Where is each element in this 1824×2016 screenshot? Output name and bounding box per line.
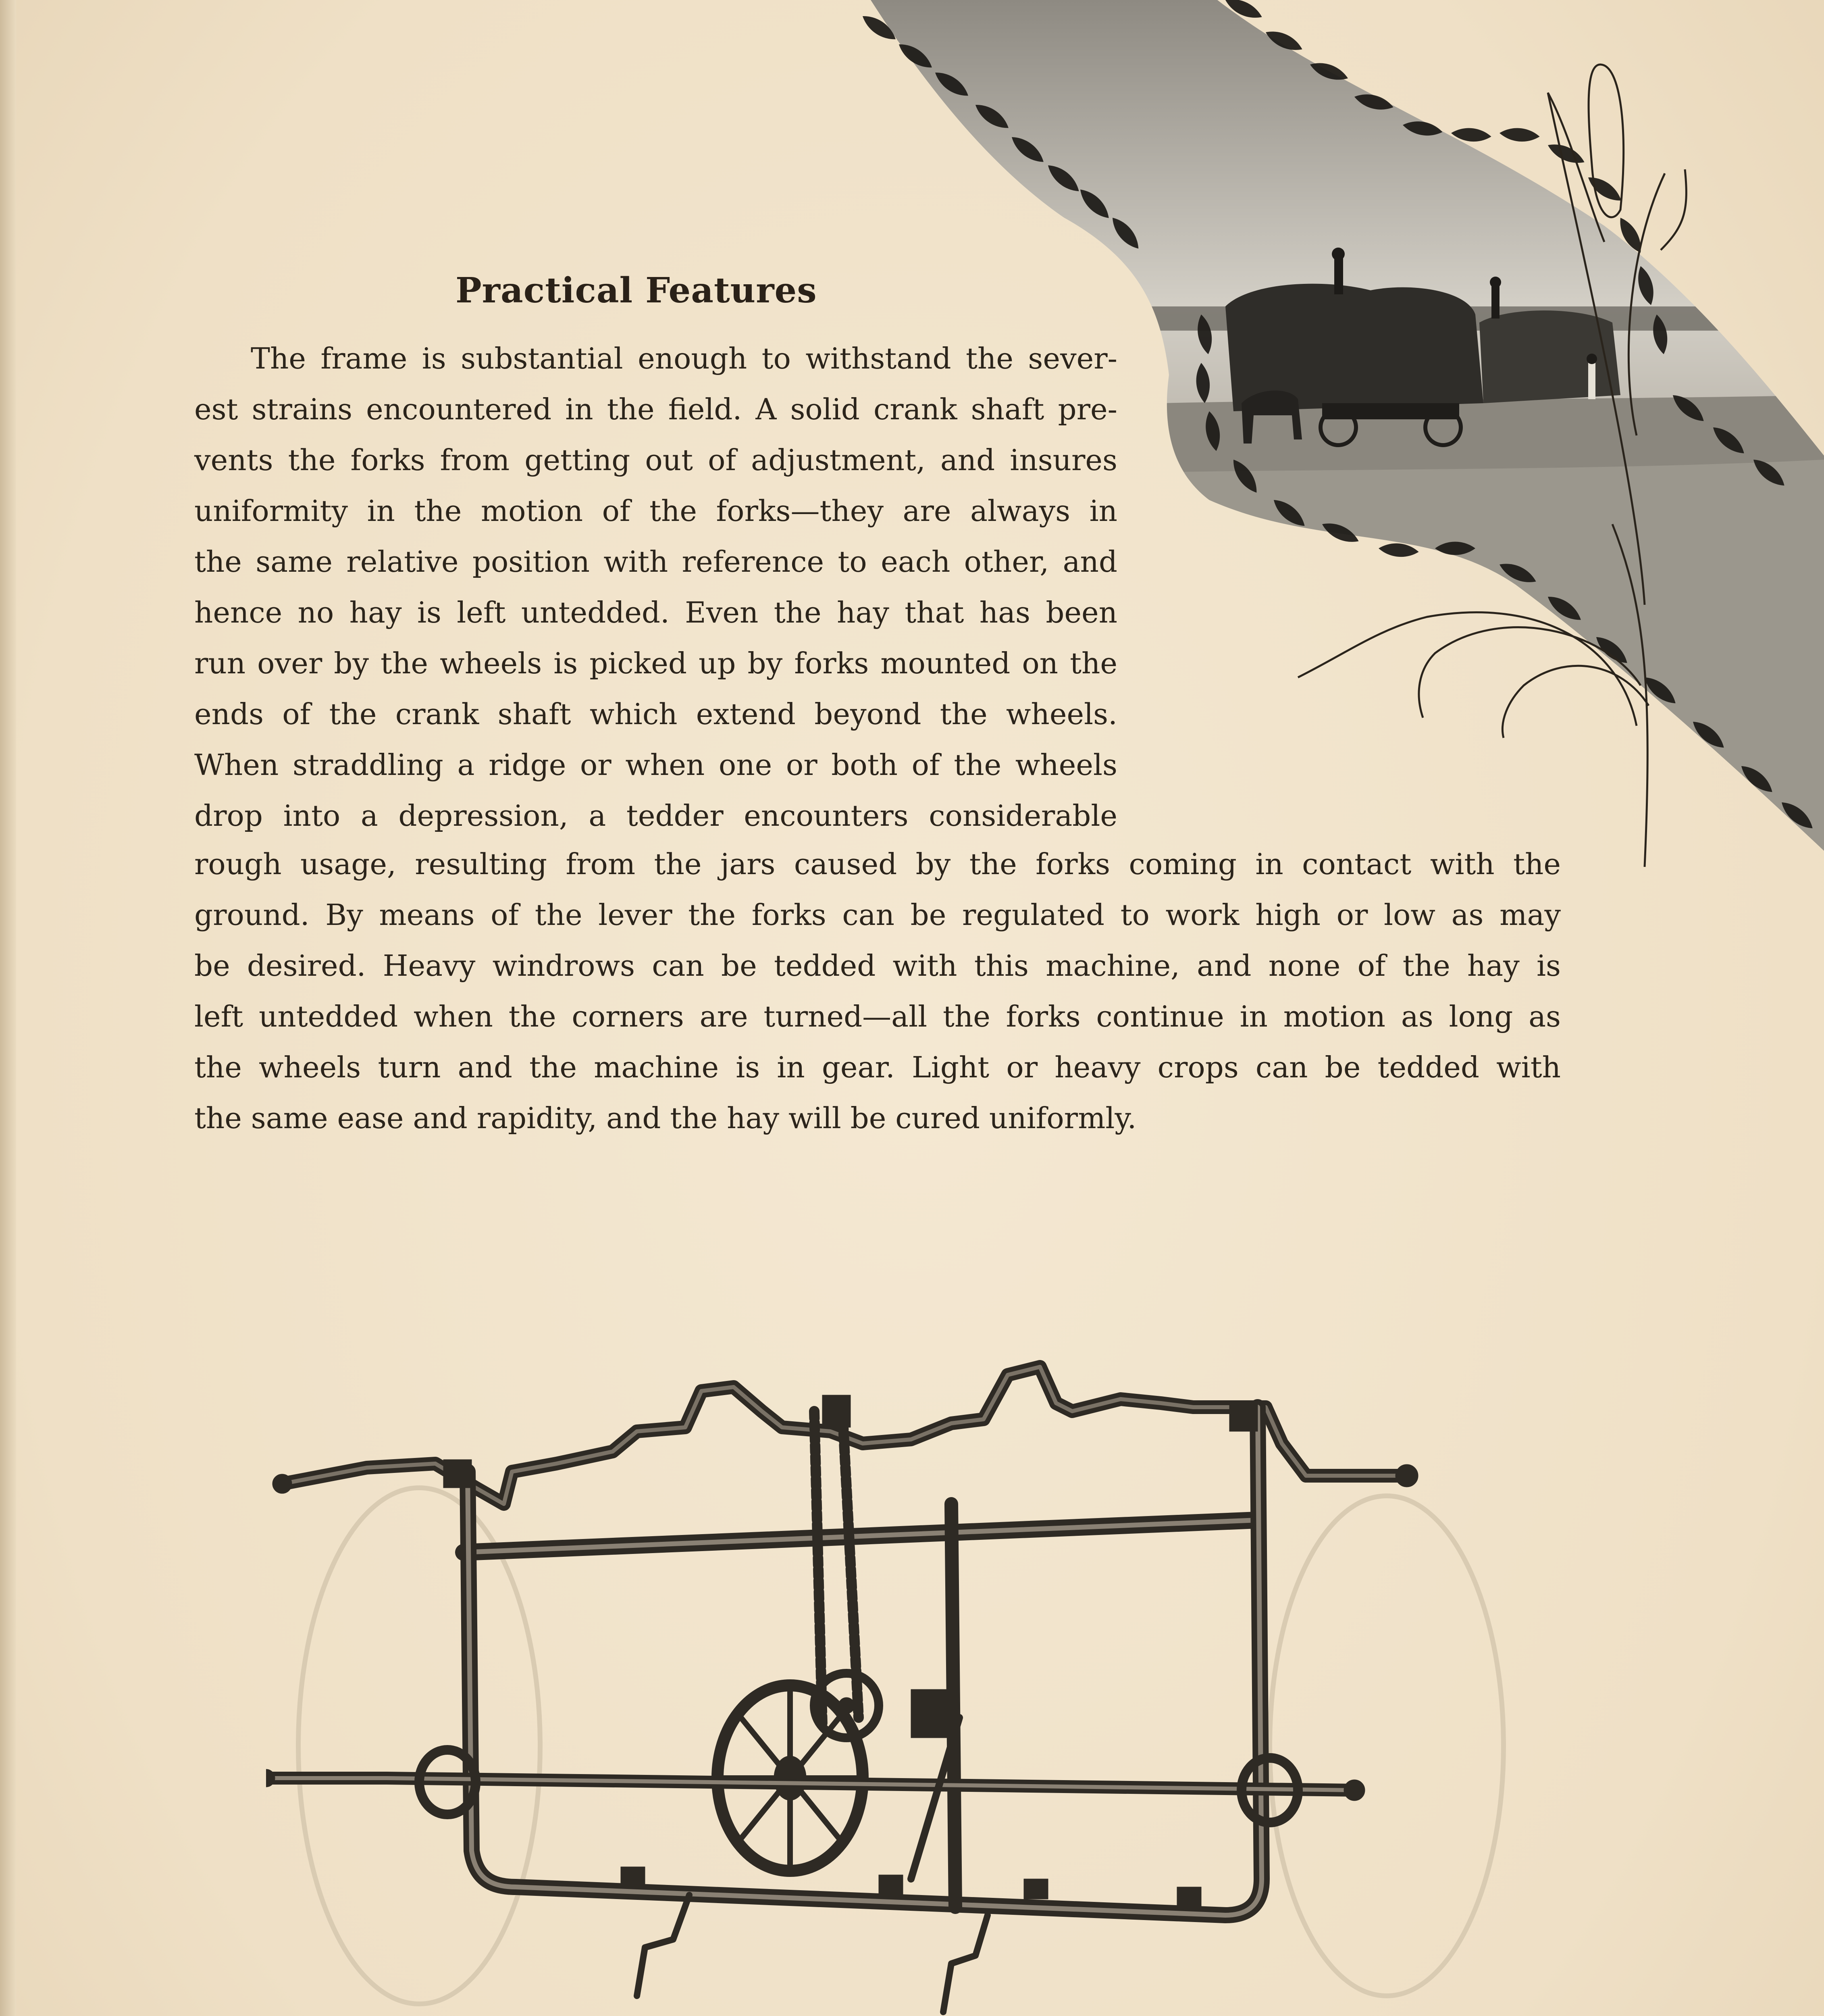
text-line: uniformity in the motion of the forks—they are always in [194,494,1117,528]
text-line: ground. By means of the lever the forks can be regulated to work high or low as may [194,898,1561,932]
text-line: be desired. Heavy windrows can be tedded with this machine, and none of the hay is [194,949,1561,983]
text-line: ends of the crank shaft which extend beyond the wheels. [194,697,1117,731]
text-line: the wheels turn and the machine is in gear. Light or heavy crops can be tedded with [194,1050,1561,1084]
page-spine-shadow [0,0,16,2016]
text-line: left untedded when the corners are turned—all the forks continue in motion as long as [194,1000,1561,1033]
crank-shaft-illustration [266,1343,1528,2016]
text-line: hence no hay is left untedded. Even the hay that has been [194,596,1117,629]
text-line: the same ease and rapidity, and the hay will be cured uniformly. [194,1101,1137,1135]
text-line: When straddling a ridge or when one or both of the wheels [194,748,1117,782]
text-line: vents the forks from getting out of adjustment, and insures [194,443,1117,477]
text-line: rough usage, resulting from the jars caused by the forks coming in contact with the [194,847,1561,881]
text-line: drop into a depression, a tedder encounters considerable [194,799,1117,833]
section-heading: Practical Features [455,270,817,311]
text-line: The frame is substantial enough to withstand the sever- [251,342,1117,375]
paragraph-narrow [194,333,1117,841]
text-line: the same relative position with reference to each other, and [194,545,1117,579]
paragraph-wide [194,839,1561,1143]
text-line: est strains encountered in the field. A solid crank shaft pre- [194,392,1117,426]
text-line: run over by the wheels is picked up by forks mounted on the [194,646,1117,680]
